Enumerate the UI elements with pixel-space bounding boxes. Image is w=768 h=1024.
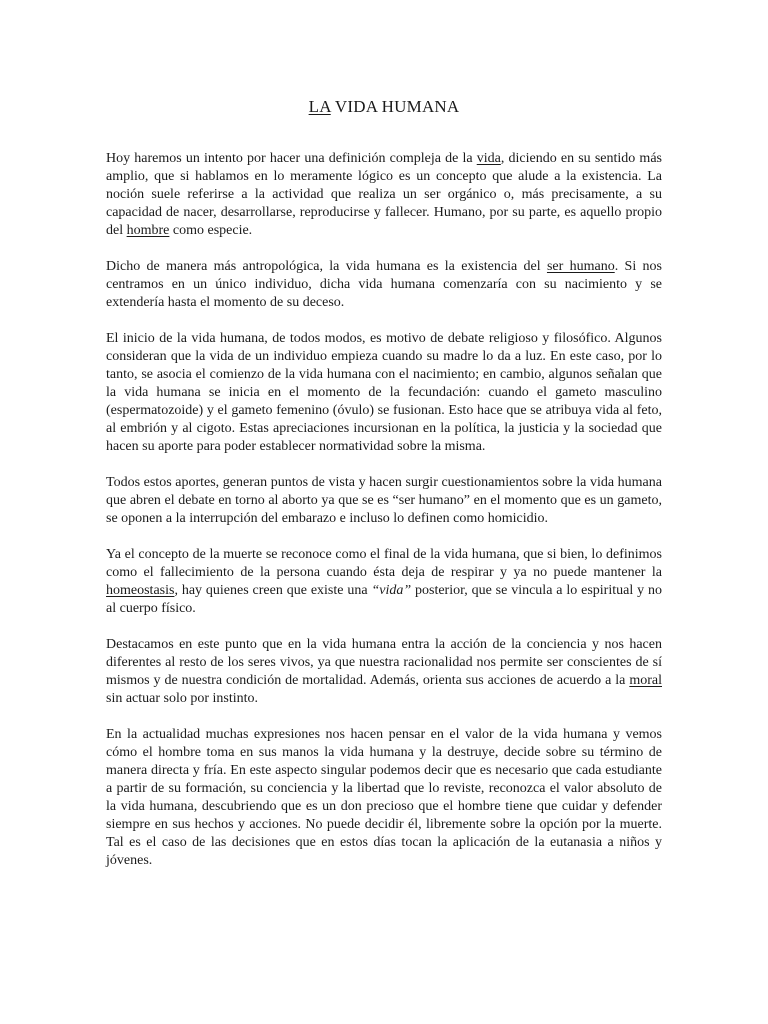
paragraph-text: El inicio de la vida humana, de todos modos, es motivo de debate religioso y filosófico. Algunos consideran que la vida de un individuo empieza cuando su madre lo da a luz. En este caso, por lo tanto, se asocia el comienzo de la vida humana con el nacimiento; en cambio, algunos señalan que la vida humana se inicia en el momento de la fecundación: cuando el gameto masculino (espermatozoide) y el gameto femenino (óvulo) se fusionan. Esto hace que se atribuya vida al feto, al embrión y al cigoto. Estas apreciaciones incursionan en la política, la justicia y la sociedad que hacen su aporte para poder establecer normatividad sobre la misma. [106, 331, 662, 454]
link-moral[interactable]: moral [629, 673, 662, 688]
paragraph-3 [106, 330, 662, 456]
italic-vida: “vida” [371, 583, 412, 598]
title-text: VIDA HUMANA [330, 97, 460, 116]
document-page [106, 96, 662, 888]
link-ser-humano[interactable]: ser humano [546, 259, 615, 274]
paragraph-text: como especie. [169, 223, 253, 238]
paragraph-text: posterior, que se vincula a lo espiritual y no al cuerpo físico. [106, 583, 662, 616]
paragraph-text: Ya el concepto de la muerte se reconoce como el final de la vida humana, que si bien, lo definimos como el fallecimiento de la persona cuando ésta deja de respirar y ya no puede mantener la [106, 547, 662, 580]
paragraph-text: Destacamos en este punto que en la vida humana entra la acción de la conciencia y nos hacen diferentes al resto de los seres vivos, ya que nuestra racionalidad nos permite ser conscientes de sí mismos y de nuestra condición de mortalidad. Además, orienta sus acciones de acuerdo a la [106, 637, 662, 688]
document-title [106, 96, 662, 118]
title-underlined-word: LA [308, 97, 331, 116]
paragraph-2 [106, 258, 662, 312]
paragraph-text: Todos estos aportes, generan puntos de vista y hacen surgir cuestionamientos sobre la vida humana que abren el debate en torno al aborto ya que se es “ser humano” en el momento que es un gameto, se oponen a la interrupción del embarazo e incluso lo definen como homicidio. [106, 475, 662, 526]
paragraph-6 [106, 636, 662, 708]
link-hombre[interactable]: hombre [126, 223, 170, 238]
paragraph-text: Hoy haremos un intento por hacer una definición compleja de la [106, 151, 477, 166]
paragraph-text: . Si nos centramos en un único individuo, dicha vida humana comenzaría con su nacimiento y se extendería hasta el momento de su deceso. [106, 259, 662, 310]
link-vida[interactable]: vida [476, 151, 501, 166]
paragraph-text: , hay quienes creen que existe una [174, 583, 372, 598]
paragraph-5 [106, 546, 662, 618]
paragraph-4 [106, 474, 662, 528]
paragraph-7 [106, 726, 662, 870]
paragraph-text: , diciendo en su sentido más amplio, que si hablamos en lo meramente lógico es un concepto que alude a la existencia. La noción suele referirse a la actividad que realiza un ser orgánico o, más precisamente, a su capacidad de nacer, desarrollarse, reproducirse y fallecer. Humano, por su parte, es aquello propio del [106, 151, 662, 238]
paragraph-1 [106, 150, 662, 240]
link-homeostasis[interactable]: homeostasis [106, 583, 175, 598]
paragraph-text: Dicho de manera más antropológica, la vida humana es la existencia del [106, 259, 547, 274]
paragraph-text: sin actuar solo por instinto. [106, 691, 259, 706]
paragraph-text: En la actualidad muchas expresiones nos hacen pensar en el valor de la vida humana y vemos cómo el hombre toma en sus manos la vida humana y la destruye, decide sobre su término de manera directa y fría. En este aspecto singular podemos decir que es necesario que cada estudiante a partir de su formación, su conciencia y la libertad que lo reviste, reconozca el valor absoluto de la vida humana, descubriendo que es un don precioso que el hombre tiene que cuidar y defender siempre en sus hechos y acciones. No puede decidir él, libremente sobre la opción por la muerte. Tal es el caso de las decisiones que en estos días tocan la aplicación de la eutanasia a niños y jóvenes. [106, 727, 662, 868]
